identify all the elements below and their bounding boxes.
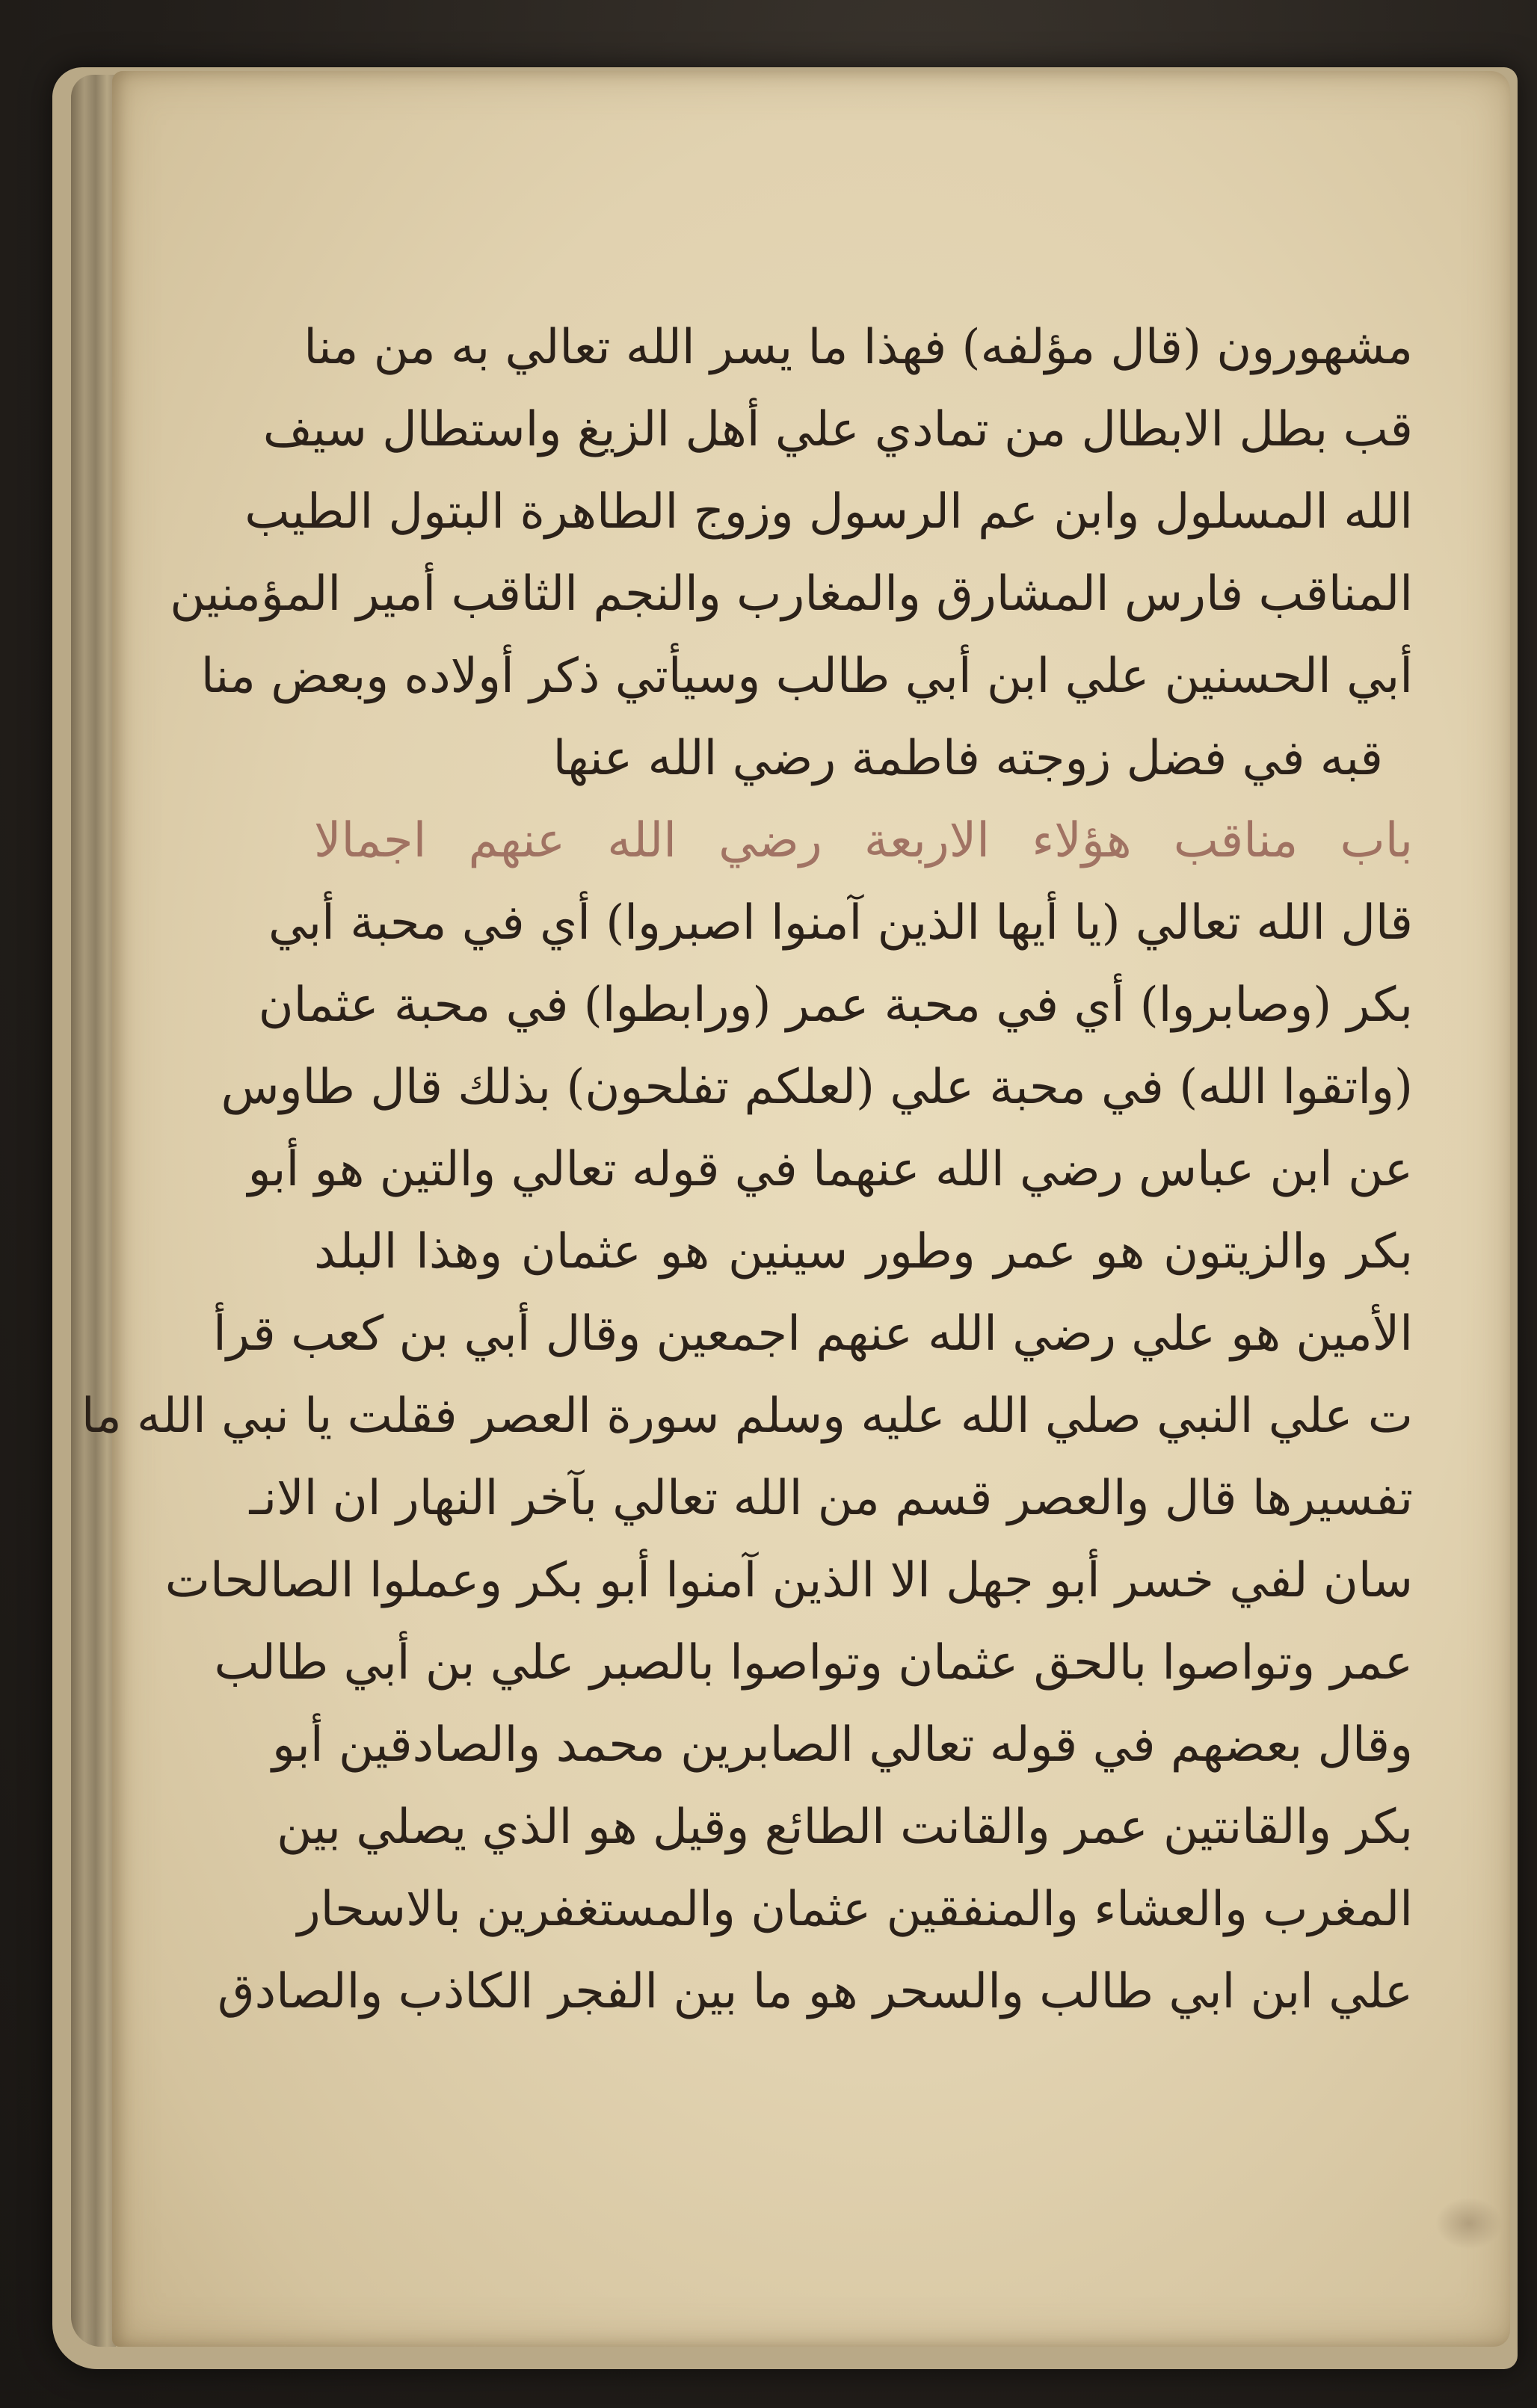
text-line: وقال بعضهم في قوله تعالي الصابرين محمد والصادقين أبو: [271, 1717, 1413, 1773]
text-line: قب بطل الابطال من تمادي علي أهل الزيغ واستطال سيف: [262, 402, 1413, 457]
text-line: تفسيرها قال والعصر قسم من الله تعالي بآخر النهار ان الانـ: [249, 1471, 1413, 1526]
text-line: المغرب والعشاء والمنفقين عثمان والمستغفرين بالاسحار: [297, 1882, 1413, 1937]
text-line: قبه في فضل زوجته فاطمة رضي الله عنها: [552, 731, 1383, 786]
paper-stain: [1435, 2197, 1503, 2250]
text-line: علي ابن ابي طالب والسحر هو ما بين الفجر الكاذب والصادق: [217, 1964, 1413, 2019]
text-line: بكر والزيتون هو عمر وطور سينين هو عثمان وهذا البلد: [314, 1224, 1413, 1279]
text-line: قال الله تعالي (يا أيها الذين آمنوا اصبروا) أي في محبة أبي: [268, 895, 1413, 951]
text-line: (واتقوا الله) في محبة علي (لعلكم تفلحون) بذلك قال طاوس: [221, 1060, 1413, 1115]
text-line: المناقب فارس المشارق والمغارب والنجم الثاقب أمير المؤمنين: [170, 567, 1413, 622]
text-line: بكر والقانتين عمر والقانت الطائع وقيل هو الذي يصلي بين: [277, 1800, 1413, 1855]
page-edges: [71, 75, 116, 2347]
text-line: عمر وتواصوا بالحق عثمان وتواصوا بالصبر علي بن أبي طالب: [214, 1635, 1413, 1691]
text-line: ت علي النبي صلي الله عليه وسلم سورة العصر فقلت يا نبي الله ما: [81, 1389, 1413, 1444]
manuscript-text: [81, 306, 1413, 2055]
text-line: الأمين هو علي رضي الله عنهم اجمعين وقال أبي بن كعب قرأ: [213, 1306, 1413, 1362]
text-line: مشهورون (قال مؤلفه) فهذا ما يسر الله تعالي به من منا: [304, 320, 1413, 375]
text-line: بكر (وصابروا) أي في محبة عمر (ورابطوا) في محبة عثمان: [258, 978, 1413, 1033]
text-line: سان لفي خسر أبو جهل الا الذين آمنوا أبو بكر وعملوا الصالحات: [164, 1553, 1413, 1608]
text-line: الله المسلول وابن عم الرسول وزوج الطاهرة البتول الطيب: [244, 484, 1413, 540]
text-line: عن ابن عباس رضي الله عنهما في قوله تعالي والتين هو أبو: [247, 1142, 1413, 1197]
text-line: أبي الحسنين علي ابن أبي طالب وسيأتي ذكر أولاده وبعض منا: [200, 649, 1413, 704]
chapter-heading: باب مناقب هؤلاء الاربعة رضي الله عنهم اجمالا: [314, 813, 1413, 868]
